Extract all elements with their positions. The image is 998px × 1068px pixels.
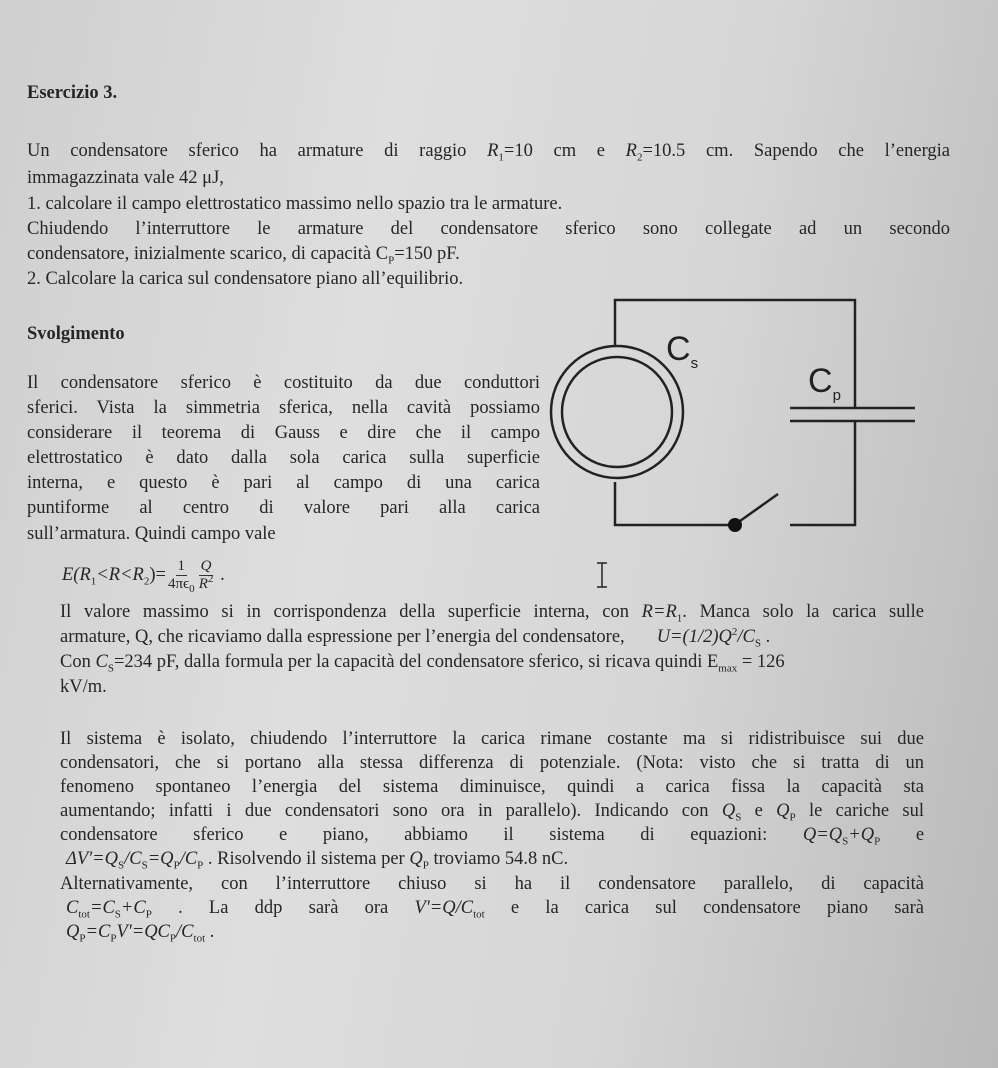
solution-line: considerare il teorema di Gauss e dire che il campo	[27, 423, 540, 443]
wire-bottom	[615, 482, 735, 525]
problem-line: immagazzinata vale 42 μJ,	[27, 168, 224, 188]
solution-line: $Q_P=C_PV'=QC_P/C_{tot}$ .	[66, 922, 215, 945]
solution-line: condensatore sferico e piano, abbiamo il sistema di equazioni: $Q=Q_S+Q_P$ e	[60, 825, 925, 848]
switch-pivot	[728, 518, 742, 532]
solution-line: kV/m.	[60, 677, 107, 697]
problem-line: Chiudendo l’interruttore le armature del condensatore sferico sono collegate ad un secondo	[27, 219, 950, 239]
solution-line: puntiforme al centro di valore pari alla carica	[27, 498, 540, 518]
spherical-capacitor-outer	[551, 346, 683, 478]
solution-heading: Svolgimento	[27, 324, 125, 344]
solution-line: armature, Q, che ricaviamo dalla espressione per l’energia del condensatore, $U=(1/2)Q^2/C_S$ .	[60, 625, 771, 650]
solution-line: aumentando; infatti i due condensatori sono ora in parallelo). Indicando con $Q_S$ e $Q_P$ le cariche sul	[60, 801, 924, 824]
solution-line: Il sistema è isolato, chiudendo l’interruttore la carica rimane costante ma si ridistribuisce sui due	[60, 729, 924, 749]
solution-line: sferici. Vista la simmetria sferica, nella cavità possiamo	[27, 398, 540, 418]
solution-line: $\Delta V'=Q_S/C_S=Q_P/C_P$ . Risolvendo il sistema per $Q_P$ troviamo 54.8 nC.	[66, 849, 569, 872]
solution-line: interna, e questo è pari al campo di una carica	[27, 473, 540, 493]
wire-right	[790, 421, 855, 525]
problem-line: 2. Calcolare la carica sul condensatore piano all’equilibrio.	[27, 269, 464, 289]
solution-line: Il valore massimo si in corrispondenza della superficie interna, con $R=R_1$. Manca solo la carica sulle	[60, 602, 924, 625]
problem-line: condensatore, inizialmente scarico, di capacità $C_P=150$ pF.	[27, 244, 460, 267]
solution-line: Con $C_S=234$ pF, dalla formula per la capacità del condensatore sferico, si ricava quindi $E_{max} = 126$	[60, 652, 785, 675]
svg-text:Cs: $C_s$	[666, 330, 699, 372]
solution-line: elettrostatico è dato dalla sola carica sulla superficie	[27, 448, 540, 468]
switch-lever	[740, 494, 778, 521]
exercise-title: Esercizio 3.	[27, 83, 118, 103]
problem-line: 1. calcolare il campo elettrostatico massimo nello spazio tra le armature.	[27, 194, 563, 214]
solution-line: Il condensatore sferico è costituito da due conduttori	[27, 373, 540, 393]
solution-line: $C_{tot}=C_S+C_P$ . La ddp sarà ora $V'=Q/C_{tot}$ e la carica sul condensatore piano sarà	[66, 898, 925, 921]
svg-text:Cp: $C_p$	[808, 362, 841, 404]
problem-line: Un condensatore sferico ha armature di raggio $R_1=10$ cm e $R_2=10.5$ cm. Sapendo che l’energia	[27, 141, 950, 164]
cp-label: C	[808, 362, 833, 400]
text-cursor-icon	[597, 563, 607, 587]
formula-field: $E(R_1<R<R_2)=$ $\frac{1}{4\pi\epsilon_0}$ $\frac{Q}{R^2}$ .	[62, 558, 225, 596]
cs-label: C	[666, 330, 691, 368]
solution-line: sull’armatura. Quindi campo vale	[27, 524, 276, 544]
solution-line: Alternativamente, con l’interruttore chiuso si ha il condensatore parallelo, di capacità	[60, 874, 924, 894]
solution-line: fenomeno spontaneo l’energia del sistema diminuisce, quindi a carica fissa la capacità sta	[60, 777, 924, 797]
solution-line: condensatori, che si portano alla stessa differenza di potenziale. (Nota: visto che si tratta di un	[60, 753, 924, 773]
spherical-capacitor-inner	[562, 357, 672, 467]
